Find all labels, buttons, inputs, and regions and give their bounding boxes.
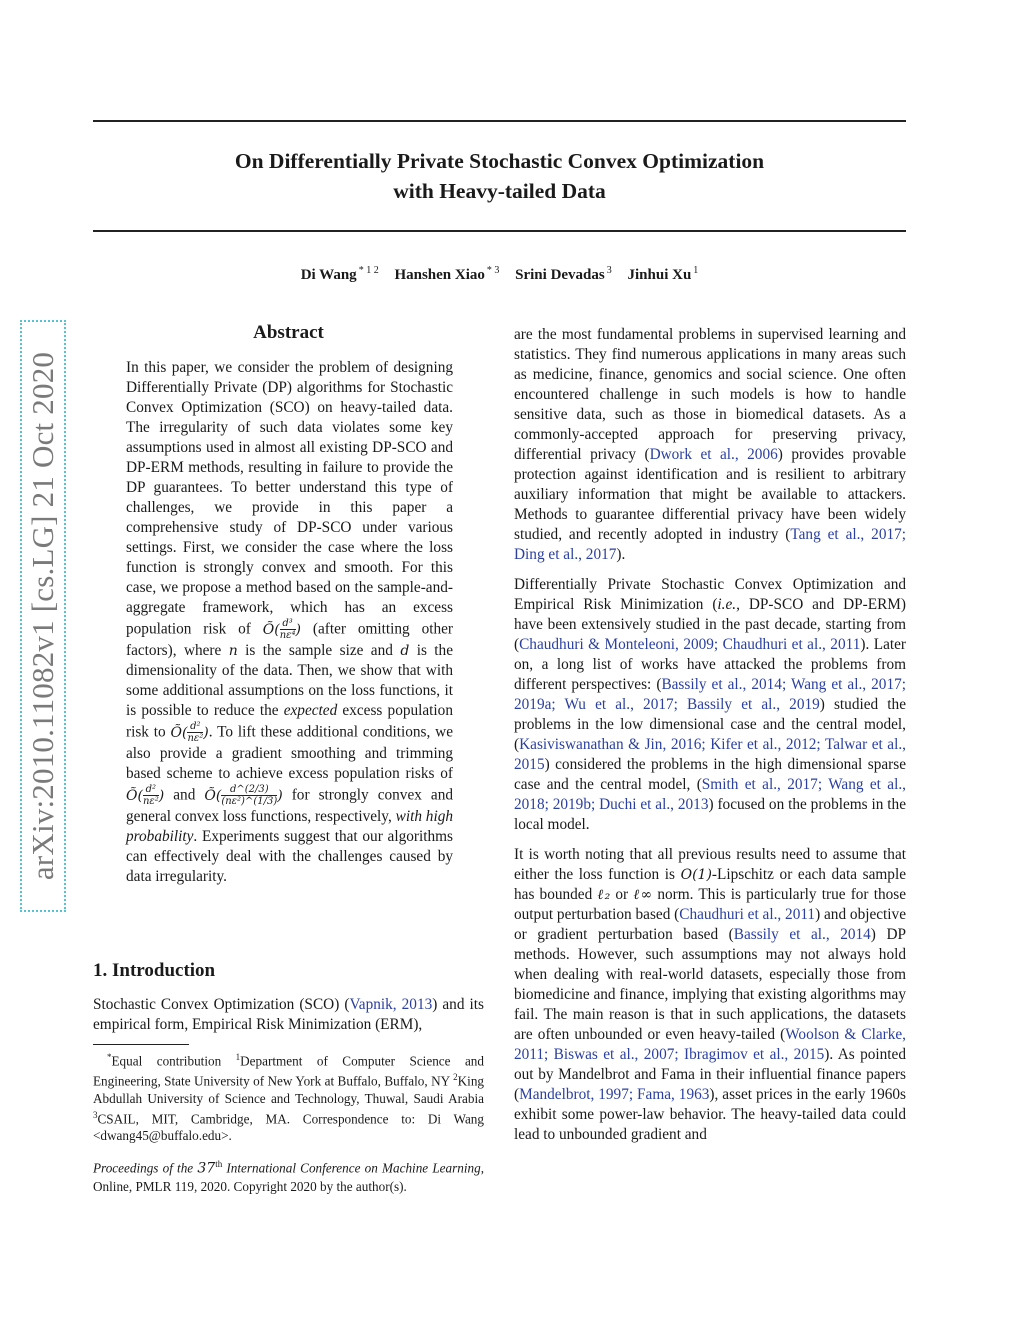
intro-paragraph bbox=[514, 325, 906, 565]
math-close: ) bbox=[158, 787, 165, 804]
affiliation-footnote bbox=[93, 1049, 484, 1144]
math-var: n bbox=[228, 643, 238, 659]
footnote-text: CSAIL, MIT, Cambridge, MA. Correspondence to: Di Wang <dwang45@buffalo.edu>. bbox=[93, 1111, 484, 1144]
abstract-text: is the sample size and bbox=[237, 642, 401, 659]
body-text: ). As pointed out by Mandelbrot and Fama in their influential finance papers ( bbox=[514, 1046, 906, 1103]
footnote-text: Department of Computer Science and Engineering, State University of New York at Buffalo, Buffalo, NY bbox=[93, 1053, 484, 1089]
math-open: Õ( bbox=[262, 621, 280, 638]
citation-link[interactable]: Kasiviswanathan & Jin, 2016; Kifer et al., 2012; Talwar et al., 2015 bbox=[514, 736, 906, 773]
body-text: ), asset prices in the early 1960s exhibit some power-law behavior. The heavy-tailed data could lead to unbounded gradient and bbox=[514, 1086, 906, 1143]
author bbox=[301, 267, 379, 283]
proceedings-note bbox=[93, 1156, 484, 1194]
risk-expression bbox=[170, 721, 209, 744]
abstract-heading: Abstract bbox=[253, 322, 324, 343]
footnote-text: , Online, PMLR 119, 2020. Copyright 2020 by the author(s). bbox=[93, 1160, 484, 1194]
abstract-emphasis: expected bbox=[283, 702, 338, 719]
fraction bbox=[143, 784, 159, 807]
author-marks: 3 bbox=[606, 265, 612, 276]
abstract-text: is the dimensionality of the data. Then, we show that with some additional assumptions on the loss functions, it is possible to reduce the bbox=[126, 642, 453, 719]
section-heading-introduction: 1. Introduction bbox=[93, 960, 216, 981]
math-close: ) bbox=[277, 787, 283, 804]
author-name: Srini Devadas bbox=[515, 267, 605, 283]
denominator: nε⁴ bbox=[279, 630, 296, 641]
abstract-text: . Experiments suggest that our algorithms can effectively deal with the challenges caused by data irregularity. bbox=[126, 828, 453, 885]
body-text: ). bbox=[616, 546, 626, 563]
footnote-text: Equal contribution bbox=[111, 1053, 236, 1069]
arxiv-stamp[interactable] bbox=[20, 320, 66, 912]
denominator: nε² bbox=[142, 796, 159, 807]
body-text: -Lipschitz or each data sample has bounded bbox=[514, 866, 906, 903]
denominator: (nε²)^(1/3) bbox=[221, 796, 278, 807]
body-text: norm. This is particularly true for those output perturbation based ( bbox=[514, 886, 906, 923]
abstract-text: (after omitting other factors), where bbox=[126, 620, 454, 659]
abstract-text: and bbox=[164, 786, 205, 804]
author-name: Hanshen Xiao bbox=[394, 267, 485, 283]
body-text: ) studied the problems in the low dimensional case and the central model, ( bbox=[514, 696, 906, 753]
body-text: Differentially Private Stochastic Convex Optimization and Empirical Risk Minimization ( bbox=[514, 576, 906, 613]
denominator: nε² bbox=[187, 733, 204, 744]
math-var: d bbox=[400, 643, 410, 659]
footnote-mark: * bbox=[107, 1052, 112, 1062]
body-text: Stochastic Convex Optimization (SCO) ( bbox=[93, 996, 350, 1013]
numerator: d² bbox=[143, 784, 159, 796]
math-close: ) bbox=[203, 724, 209, 741]
math-expression: O(1) bbox=[680, 867, 712, 883]
body-text: are the most fundamental problems in supervised learning and statistics. They find numerous applications in many areas such as medicine, finance, genomics and social science. One often encountered challenge in such models is how to handle sensitive data, such as those in biomedical datasets. As a commonly-accepted approach for preserving privacy, differential privacy ( bbox=[514, 326, 906, 463]
fraction bbox=[187, 721, 203, 744]
abstract-text: excess population risk to bbox=[126, 702, 453, 741]
footnote-rule bbox=[93, 1044, 189, 1045]
citation-link[interactable]: Dwork et al., 2006 bbox=[649, 446, 778, 463]
body-text: ) considered the problems in the high dimensional sparse case and the central model, ( bbox=[514, 756, 906, 793]
risk-expression bbox=[126, 784, 165, 807]
abstract-paragraph bbox=[126, 358, 453, 887]
title-line-2: with Heavy-tailed Data bbox=[393, 179, 606, 203]
numerator: d² bbox=[187, 721, 203, 733]
math-expression: ℓ∞ bbox=[633, 887, 653, 903]
author-list bbox=[93, 265, 906, 284]
top-rule bbox=[93, 120, 906, 122]
footnotes bbox=[93, 1049, 484, 1195]
citation-link[interactable]: Mandelbrot, 1997; Fama, 1963 bbox=[519, 1086, 710, 1103]
abstract-text: In this paper, we consider the problem of designing Differentially Private (DP) algorithms for Stochastic Convex Optimization (SCO) on heavy-tailed data. The irregularity of such data violates some key assumptions used in almost all existing DP-SCO and DP-ERM methods, resulting in failure to provide the DP guarantees. To better understand this type of challenges, we provide in this paper a comprehensive study of DP-SCO under various settings. First, we consider the case where the loss function is strongly convex and smooth. For this case, we propose a method based on the sample-and-aggregate framework, which has an excess population risk of bbox=[126, 359, 453, 638]
risk-expression bbox=[204, 784, 283, 807]
abstract-text: for strongly convex and general convex loss functions, respectively, bbox=[126, 786, 453, 825]
math-open: Õ( bbox=[204, 787, 222, 804]
arxiv-id: arXiv:2010.11082v1 [cs.LG] 21 Oct 2020 bbox=[25, 351, 60, 881]
title-line-1: On Differentially Private Stochastic Convex Optimization bbox=[234, 149, 765, 173]
body-text: ) DP methods. However, such assumptions may not always hold when dealing with real-world datasets, especially those from biomedicine and finance, implying that existing algorithms may fail. The main reason is that in such applications, the datasets are often unbounded or even heavy-tailed ( bbox=[514, 926, 906, 1043]
abstract-text: . To lift these additional conditions, we also provide a gradient smoothing and trimming based scheme to achieve excess population risks of bbox=[126, 723, 453, 782]
right-column bbox=[514, 325, 906, 1145]
math-open: Õ( bbox=[126, 787, 143, 804]
intro-paragraph bbox=[93, 995, 484, 1035]
numerator: d³ bbox=[280, 618, 296, 630]
fraction bbox=[221, 784, 277, 807]
author-name: Jinhui Xu bbox=[627, 267, 692, 283]
intro-paragraph bbox=[514, 845, 906, 1145]
abstract-emphasis: with high probability bbox=[126, 808, 454, 845]
author-marks: 1 bbox=[693, 265, 699, 276]
body-text: ) focused on the problems in the local model. bbox=[514, 796, 906, 833]
footnote-mark: th bbox=[215, 1159, 223, 1170]
math-var: 37 bbox=[197, 1160, 216, 1177]
risk-expression bbox=[262, 618, 301, 641]
author bbox=[628, 267, 699, 283]
paper-title bbox=[93, 146, 906, 206]
math-close: ) bbox=[295, 621, 301, 638]
body-text: ) and its empirical form, Empirical Risk Minimization (ERM), bbox=[93, 996, 484, 1033]
footnote-text: International Conference on Machine Learning bbox=[222, 1160, 481, 1176]
body-text: ) provides provable protection against identification and is resilient to arbitrary auxiliary information that might be available to attackers. Methods to guarantee differential privacy have been widely studied, and recently adopted in industry ( bbox=[514, 446, 906, 543]
math-open: Õ( bbox=[170, 724, 188, 741]
abstract-body bbox=[126, 358, 453, 887]
citation-link[interactable]: Woolson & Clarke, 2011; Biswas et al., 2007; Ibragimov et al., 2015 bbox=[514, 1026, 906, 1063]
author-marks: * 1 2 bbox=[358, 265, 379, 276]
fraction bbox=[280, 618, 296, 641]
math-expression: ℓ₂ bbox=[597, 887, 611, 903]
citation-link[interactable]: Bassily et al., 2014 bbox=[733, 926, 871, 943]
author bbox=[515, 267, 612, 283]
citation-link[interactable]: Smith et al., 2017; Wang et al., 2018; 2019b; Duchi et al., 2013 bbox=[514, 776, 906, 813]
title-bottom-rule bbox=[93, 230, 906, 232]
footnote-text: Proceedings of the bbox=[93, 1160, 198, 1176]
body-emphasis: i.e., bbox=[717, 596, 740, 613]
body-text: DP-SCO and DP-ERM) have been extensively studied in the past decade, starting from ( bbox=[514, 596, 906, 653]
citation-link[interactable]: Chaudhuri & Monteleoni, 2009; Chaudhuri et al., 2011 bbox=[519, 636, 861, 653]
body-text: or bbox=[610, 886, 634, 903]
body-text: ). Later on, a long list of works have attacked the problems from different perspectives: ( bbox=[514, 636, 906, 693]
footnote-mark: 2 bbox=[453, 1072, 458, 1083]
intro-left-column bbox=[93, 995, 484, 1035]
citation-link[interactable]: Bassily et al., 2014; Wang et al., 2017; 2019a; Wu et al., 2017; Bassily et al., 2019 bbox=[514, 676, 906, 713]
author bbox=[394, 267, 499, 283]
citation-link[interactable]: Vapnik, 2013 bbox=[349, 996, 433, 1013]
citation-link[interactable]: Tang et al., 2017; Ding et al., 2017 bbox=[514, 526, 907, 563]
intro-paragraph bbox=[514, 575, 906, 835]
numerator: d^(2/3) bbox=[221, 784, 277, 796]
body-text: It is worth noting that all previous results need to assume that either the loss function is bbox=[514, 846, 906, 883]
footnote-mark: 3 bbox=[93, 1109, 98, 1120]
footnote-text: King Abdullah University of Science and Technology, Thuwal, Saudi Arabia bbox=[93, 1073, 484, 1106]
author-name: Di Wang bbox=[300, 267, 357, 283]
citation-link[interactable]: Chaudhuri et al., 2011 bbox=[679, 906, 816, 923]
author-marks: * 3 bbox=[486, 265, 500, 276]
footnote-mark: 1 bbox=[235, 1052, 241, 1062]
body-text: ) and objective or gradient perturbation based ( bbox=[514, 906, 906, 943]
